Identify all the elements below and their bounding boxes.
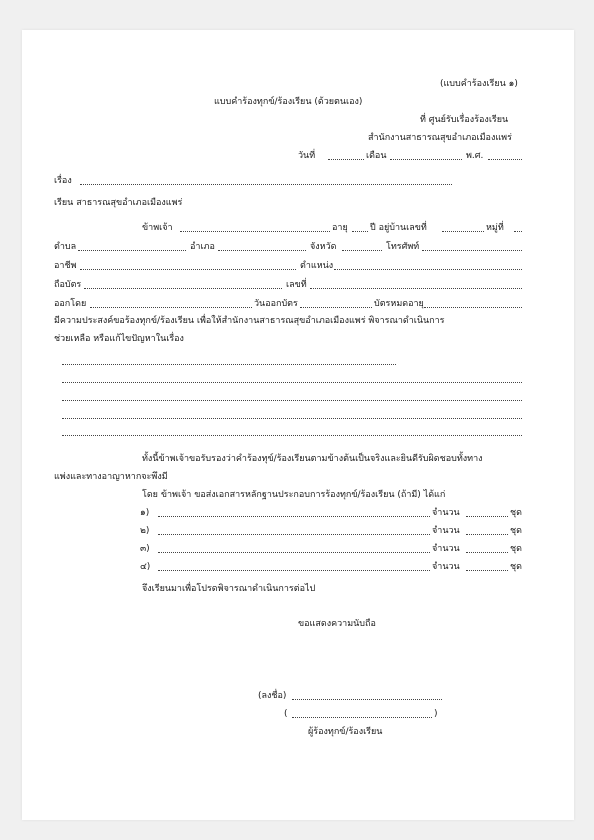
id-card-type-field[interactable] [84,288,282,289]
regards-text: ขอแสดงความนับถือ [298,619,376,629]
issued-by-label: ออกโดย [54,299,87,309]
month-label: เดือน [366,151,387,161]
amphoe-field[interactable] [218,250,306,251]
tambon-label: ตำบล [54,242,77,252]
form-title: แบบคำร้องทุกข์/ร้องเรียน (ด้วยตนเอง) [214,97,363,107]
position-label: ตำแหน่ง [300,261,334,271]
name-label: ข้าพเจ้า [142,223,173,233]
receiving-center-label: ที่ ศูนย์รับเรื่องร้องเรียน [420,115,509,125]
form-page [22,30,574,820]
purpose-line-1: มีความประสงค์ขอร้องทุกข์/ร้องเรียน เพื่อให้สำนักงานสาธารณสุขอำเภอเมืองแพร่ พิจารณาดำเนินการ [54,316,445,326]
expiry-label: บัตรหมดอายุ [374,299,424,309]
attachment-number: ๒) [140,526,150,536]
expiry-field[interactable] [424,307,522,308]
house-number-field[interactable] [442,231,484,232]
signature-label: (ลงชื่อ) [258,691,287,701]
detail-line[interactable] [62,400,522,401]
attachment-unit: ชุด [510,562,522,572]
detail-line[interactable] [62,418,522,419]
id-number-label: เลขที่ [286,280,307,290]
date-label: วันที่ [298,151,316,161]
subject-field[interactable] [80,184,452,185]
occupation-field[interactable] [80,269,296,270]
age-label: อายุ [332,223,348,233]
province-field[interactable] [342,250,382,251]
issue-date-label: วันออกบัตร [254,299,298,309]
date-field[interactable] [328,159,364,160]
month-field[interactable] [390,159,462,160]
id-card-label: ถือบัตร [54,280,82,290]
age-field[interactable] [352,231,368,232]
detail-line[interactable] [62,382,522,383]
attachment-qty-label: จำนวน [432,562,460,572]
attachment-qty-field[interactable] [466,534,508,535]
form-number: (แบบคำร้องเรียน ๑) [440,79,518,89]
issue-date-field[interactable] [300,307,372,308]
office-name: สำนักงานสาธารณสุขอำเภอเมืองแพร่ [368,133,512,143]
amphoe-label: อำเภอ [190,242,215,252]
detail-line[interactable] [62,364,396,365]
attachment-field[interactable] [158,534,430,535]
attachment-qty-label: จำนวน [432,508,460,518]
attachment-unit: ชุด [510,544,522,554]
id-number-field[interactable] [310,288,522,289]
name-field[interactable] [180,231,330,232]
province-label: จังหวัด [310,242,337,252]
occupation-label: อาชีพ [54,261,77,271]
moo-field[interactable] [514,231,522,232]
attachments-intro: โดย ข้าพเจ้า ขอส่งเอกสารหลักฐานประกอบการร้องทุกข์/ร้องเรียน (ถ้ามี) ได้แก่ [142,490,446,500]
purpose-line-2: ช่วยเหลือ หรือแก้ไขปัญหาในเรื่อง [54,334,184,344]
position-field[interactable] [334,269,522,270]
year-label: พ.ศ. [466,151,484,161]
salutation: เรียน สาธารณสุขอำเภอเมืองแพร่ [54,198,183,208]
attachment-field[interactable] [158,552,430,553]
subject-label: เรื่อง [54,176,72,186]
house-number-label: ปี อยู่บ้านเลขที่ [370,223,427,233]
signer-role: ผู้ร้องทุกข์/ร้องเรียน [308,727,383,737]
issued-by-field[interactable] [90,307,252,308]
paren-close: ) [434,709,438,719]
attachment-field[interactable] [158,516,430,517]
attachment-unit: ชุด [510,508,522,518]
phone-label: โทรศัพท์ [386,242,420,252]
attachment-qty-field[interactable] [466,552,508,553]
attachment-field[interactable] [158,570,430,571]
attachment-unit: ชุด [510,526,522,536]
attachment-qty-field[interactable] [466,570,508,571]
attachment-qty-label: จำนวน [432,526,460,536]
certify-line-2: แพ่งและทางอาญาหากจะพึงมี [54,472,168,482]
detail-line[interactable] [62,435,522,436]
phone-field[interactable] [422,250,522,251]
printed-name-field[interactable] [292,717,432,718]
paren-open: ( [284,709,288,719]
attachment-number: ๑) [140,508,150,518]
attachment-number: ๓) [140,544,150,554]
year-field[interactable] [488,159,522,160]
signature-field[interactable] [292,699,442,700]
certify-line-1: ทั้งนี้ข้าพเจ้าขอรับรองว่าคำร้องทุข์/ร้องเรียนตามข้างต้นเป็นจริงและยินดีรับผิดชอบทั้งทาง [142,454,483,464]
attachment-qty-field[interactable] [466,516,508,517]
closing-text: จึงเรียนมาเพื่อโปรดพิจารณาดำเนินการต่อไป [142,584,316,594]
attachment-qty-label: จำนวน [432,544,460,554]
moo-label: หมู่ที่ [486,223,504,233]
attachment-number: ๔) [140,562,151,572]
tambon-field[interactable] [78,250,186,251]
